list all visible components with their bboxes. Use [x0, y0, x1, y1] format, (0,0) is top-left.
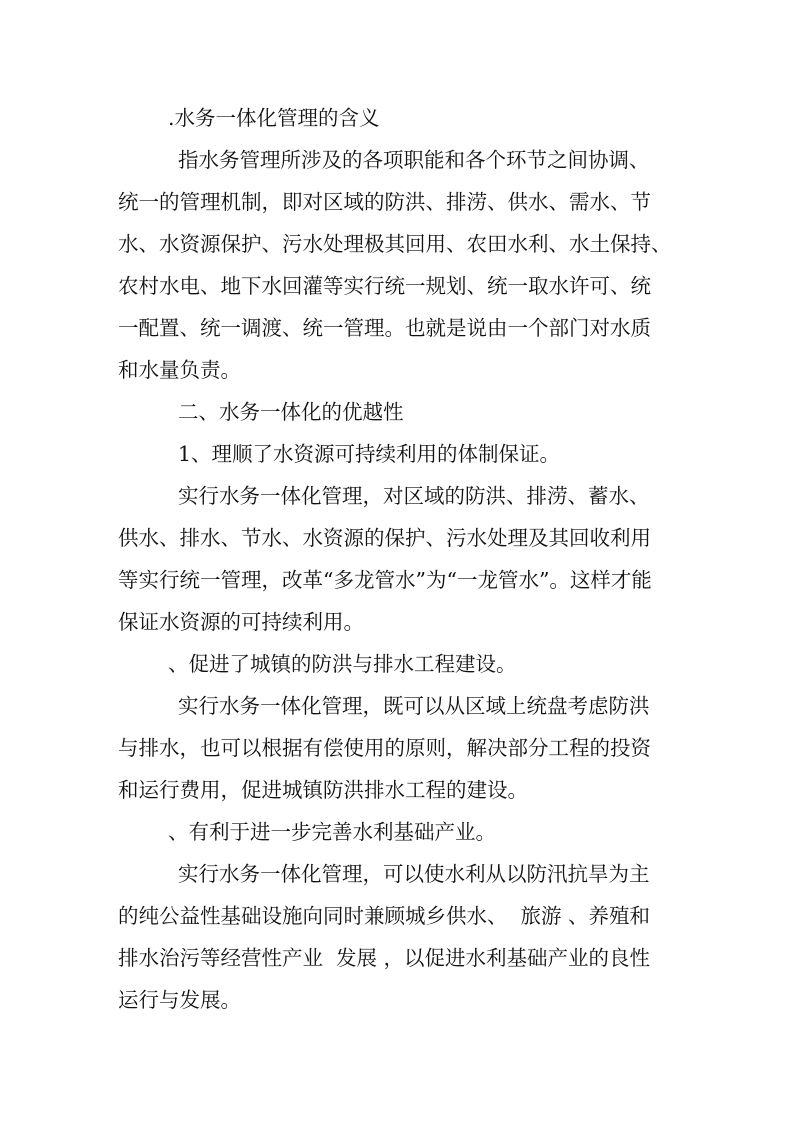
paragraph-line: 和运行费用，促进城镇防洪排水工程的建设。: [118, 778, 528, 802]
section-heading: 二、水务一体化的优越性: [178, 400, 404, 424]
paragraph-line: 的纯公益性基础设施向同时兼顾城乡供水、 旅游 、养殖和: [118, 904, 651, 928]
paragraph-line: 排水治污等经营性产业 发展 ，以促进水利基础产业的良性: [118, 946, 651, 970]
paragraph-line: 和水量负责。: [118, 358, 241, 382]
paragraph-line: 实行水务一体化管理，对区域的防洪、排涝、蓄水、: [178, 484, 650, 508]
paragraph-line: 统一的管理机制，即对区域的防洪、排涝、供水、需水、节: [118, 190, 651, 214]
subsection-heading: 、促进了城镇的防洪与排水工程建设。: [168, 652, 517, 676]
paragraph-line: 实行水务一体化管理，既可以从区域上统盘考虑防洪: [178, 694, 650, 718]
paragraph-line: 供水、排水、节水、水资源的保护、污水处理及其回收利用: [118, 526, 651, 550]
paragraph-line: 指水务管理所涉及的各项职能和各个环节之间协调、: [178, 148, 650, 172]
paragraph-line: 水、水资源保护、污水处理极其回用、农田水利、水土保持、: [118, 232, 672, 256]
paragraph-line: 农村水电、地下水回灌等实行统一规划、统一取水许可、统: [118, 274, 651, 298]
subsection-heading: 、有利于进一步完善水利基础产业。: [168, 820, 496, 844]
subsection-heading: 1、理顺了水资源可持续利用的体制保证。: [178, 442, 561, 466]
paragraph-line: 与排水，也可以根据有偿使用的原则，解决部分工程的投资: [118, 736, 651, 760]
paragraph-line: 实行水务一体化管理，可以使水利从以防汛抗旱为主: [178, 862, 650, 886]
section-heading: .水务一体化管理的含义: [168, 106, 380, 130]
paragraph-line: 保证水资源的可持续利用。: [118, 610, 364, 634]
paragraph-line: 运行与发展。: [118, 988, 241, 1012]
paragraph-line: 等实行统一管理，改革“多龙管水”为“一龙管水”。这样才能: [118, 568, 652, 592]
paragraph-line: 一配置、统一调渡、统一管理。也就是说由一个部门对水质: [118, 316, 651, 340]
